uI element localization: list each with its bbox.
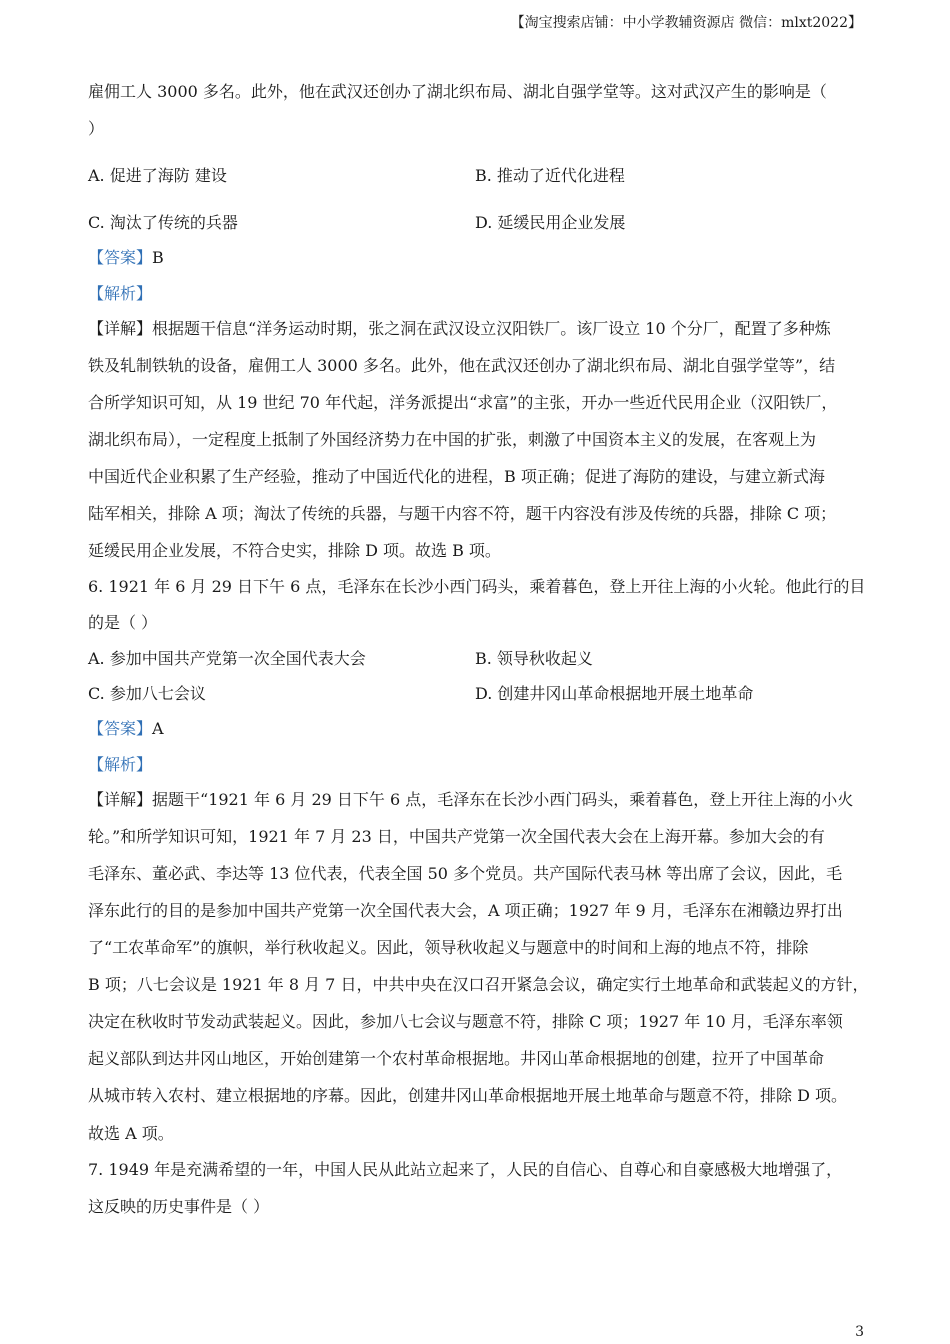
q5-option-d: D. 延缓民用企业发展 — [475, 213, 626, 232]
q5-detail-line — [88, 319, 868, 339]
q5-option-c: C. 淘汰了传统的兵器 — [88, 213, 238, 232]
q6-analysis-tag: 【解析】 — [88, 755, 153, 774]
page-number: 3 — [855, 1324, 864, 1340]
q7-stem-line: 7. 1949 年是充满希望的一年，中国人民从此站立起来了，人民的自信心、自尊心和自豪感极大地增强了， — [88, 1160, 843, 1179]
q5-stem-line: ） — [88, 119, 105, 138]
answer-tag: 【答案】 — [88, 719, 153, 738]
q5-option-a: A. 促进了海防 建设 — [88, 166, 227, 185]
answer-value: A — [152, 719, 164, 738]
q6-option-c: C. 参加八七会议 — [88, 684, 206, 703]
page-header-watermark: 【淘宝搜索店铺：中小学教辅资源店 微信：mlxt2022】 — [510, 15, 862, 31]
detail-tag: 【详解】 — [88, 790, 153, 809]
answer-value: B — [152, 248, 164, 267]
q5-detail-line: 延缓民用企业发展，不符合史实，排除 D 项。故选 B 项。 — [88, 541, 501, 560]
detail-text: 根据题干信息“洋务运动时期，张之洞在武汉设立汉阳铁厂。该厂设立 10 个分厂，配置了多种炼 — [152, 319, 831, 338]
q6-answer — [88, 719, 868, 739]
q5-option-b: B. 推动了近代化进程 — [475, 166, 625, 185]
q6-detail-line — [88, 790, 868, 810]
q6-stem-line: 的是（ ） — [88, 613, 158, 632]
q6-detail-line: 起义部队到达井冈山地区，开始创建第一个农村革命根据地。井冈山革命根据地的创建，拉开了中国革命 — [88, 1049, 825, 1068]
q6-detail-line: 从城市转入农村、建立根据地的序幕。因此，创建井冈山革命根据地开展土地革命与题意不符，排除 D 项。 — [88, 1086, 848, 1105]
q5-detail-line: 湖北织布局），一定程度上抵制了外国经济势力在中国的扩张，刺激了中国资本主义的发展，在客观上为 — [88, 430, 817, 449]
answer-tag: 【答案】 — [88, 248, 153, 267]
detail-tag: 【详解】 — [88, 319, 153, 338]
q6-detail-line: 毛泽东、董必武、李达等 13 位代表，代表全国 50 多个党员。共产国际代表马林 等出席了会议，因此，毛 — [88, 864, 843, 883]
q6-option-d: D. 创建井冈山革命根据地开展土地革命 — [475, 684, 754, 703]
q5-detail-line: 合所学知识可知，从 19 世纪 70 年代起，洋务派提出“求富”的主张，开办一些近代民用企业（汉阳铁厂， — [88, 393, 838, 412]
q6-option-b: B. 领导秋收起义 — [475, 649, 593, 668]
q6-detail-line: 轮。”和所学知识可知，1921 年 7 月 23 日，中国共产党第一次全国代表大会在上海开幕。参加大会的有 — [88, 827, 825, 846]
q5-stem-line: 雇佣工人 3000 多名。此外，他在武汉还创办了湖北织布局、湖北自强学堂等。这对武汉产生的影响是（ — [88, 82, 827, 101]
detail-text: 据题干“1921 年 6 月 29 日下午 6 点，毛泽东在长沙小西门码头，乘着暮色，登上开往上海的小火 — [152, 790, 854, 809]
q6-detail-line: 故选 A 项。 — [88, 1124, 174, 1143]
q5-detail-line: 铁及轧制铁轨的设备，雇佣工人 3000 多名。此外，他在武汉还创办了湖北织布局、湖北自强学堂等”，结 — [88, 356, 836, 375]
q5-answer — [88, 248, 868, 268]
q5-detail-line: 陆军相关，排除 A 项；淘汰了传统的兵器，与题干内容不符，题干内容没有涉及传统的兵器，排除 C 项； — [88, 504, 837, 523]
q6-detail-line: 决定在秋收时节发动武装起义。因此，参加八七会议与题意不符，排除 C 项；1927 年 10 月，毛泽东率领 — [88, 1012, 843, 1031]
q7-stem-line: 这反映的历史事件是（ ） — [88, 1197, 270, 1216]
q5-detail-line: 中国近代企业积累了生产经验，推动了中国近代化的进程，B 项正确；促进了海防的建设，与建立新式海 — [88, 467, 825, 486]
q6-detail-line: 了“工农革命军”的旗帜，举行秋收起义。因此，领导秋收起义与题意中的时间和上海的地点不符，排除 — [88, 938, 809, 957]
q6-stem-line: 6. 1921 年 6 月 29 日下午 6 点，毛泽东在长沙小西门码头，乘着暮色，登上开往上海的小火轮。他此行的目 — [88, 577, 866, 596]
q6-detail-line: 泽东此行的目的是参加中国共产党第一次全国代表大会，A 项正确；1927 年 9 月，毛泽东在湘赣边界打出 — [88, 901, 843, 920]
q5-analysis-tag: 【解析】 — [88, 284, 153, 303]
q6-detail-line: B 项；八七会议是 1921 年 8 月 7 日，中共中央在汉口召开紧急会议，确定实行土地革命和武装起义的方针， — [88, 975, 869, 994]
q6-option-a: A. 参加中国共产党第一次全国代表大会 — [88, 649, 366, 668]
